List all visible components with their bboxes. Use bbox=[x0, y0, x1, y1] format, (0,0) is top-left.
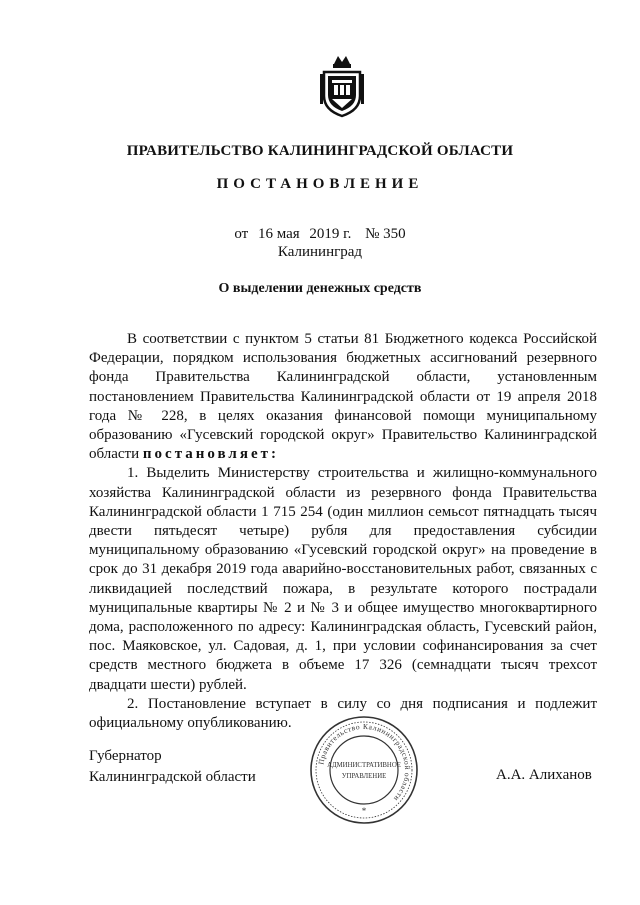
document-subject: О выделении денежных средств bbox=[218, 281, 422, 296]
document-type-title: ПОСТАНОВЛЕНИЕ bbox=[216, 176, 424, 192]
position-line-1: Губернатор bbox=[89, 748, 162, 764]
document-year: 2019 г. bbox=[309, 226, 352, 242]
city: Калининград bbox=[277, 244, 363, 260]
item-2-paragraph: 2. Постановление вступает в силу со дня подписания и подлежит официальному опубликованию. bbox=[89, 695, 597, 732]
preamble-text: В соответствии с пунктом 5 статьи 81 Бюджетного кодекса Российской Федерации, порядком использования бюджетных ассигнований резервного фонда Правительства Калининградской области, установленным постановлением Правительства Калининградской области от 19 апреля 2018 года № 228, в целях оказания финансовой помощи муниципальному образованию «Гусевский городской округ» Правительство Калининградской области bbox=[89, 331, 597, 463]
position-line-2: Калининградской области bbox=[89, 769, 256, 785]
official-seal-icon bbox=[308, 714, 420, 826]
seal-ring-text: Правительство Калининградской области bbox=[316, 721, 413, 804]
signatory-position bbox=[89, 746, 256, 788]
resolves-word: постановляет: bbox=[142, 446, 279, 463]
coat-of-arms-icon bbox=[318, 54, 366, 118]
organization-title: ПРАВИТЕЛЬСТВО КАЛИНИНГРАДСКОЙ ОБЛАСТИ bbox=[126, 143, 514, 159]
date-prefix: от bbox=[234, 226, 249, 242]
preamble-paragraph bbox=[89, 330, 597, 464]
document-body bbox=[89, 330, 597, 733]
document-date: 16 мая bbox=[257, 226, 300, 242]
seal-center-line-2: УПРАВЛЕНИЕ bbox=[341, 773, 387, 780]
item-1-paragraph: 1. Выделить Министерству строительства и жилищно-коммунального хозяйства Калининградской области из резервного фонда Правительства Калининградской области 1 715 254 (один миллион семьсот пятнадцать тысяч двести пятьдесят четыре) рубля для предоставления субсидии муниципальному образованию «Гусевский городской округ» на проведение в срок до 31 декабря 2019 года аварийно-восстановительных работ, связанных с ликвидацией последствий пожара, в результате которого пострадали муниципальные квартиры № 2 и № 3 и общее имущество многоквартирного дома, расположенного по адресу: Калининградская область, Гусевский район, пос. Маяковское, ул. Садовая, д. 1, при условии софинансирования за счет средств местного бюджета в объеме 17 326 (семнадцати тысяч трехсот двадцати шести) рублей. bbox=[89, 465, 597, 693]
svg-text:*: * bbox=[361, 806, 367, 816]
seal-center-line-1: АДМИНИСТРАТИВНОЕ bbox=[327, 762, 401, 769]
signatory-name: А.А. Алиханов bbox=[496, 767, 592, 783]
document-number: № 350 bbox=[365, 226, 406, 242]
date-line bbox=[0, 226, 640, 243]
